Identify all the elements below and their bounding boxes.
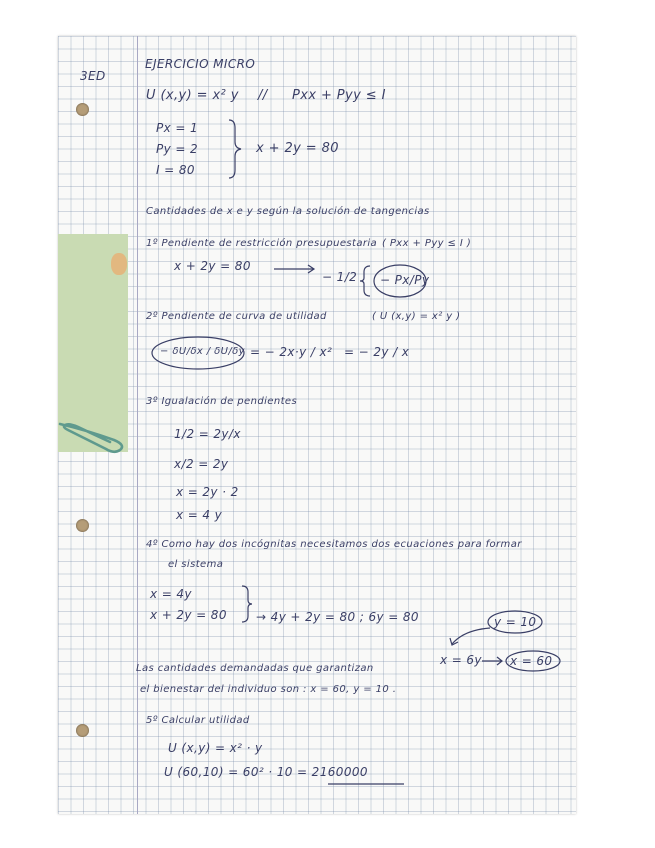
conclusion-line1: Las cantidades demandadas que garantizan: [136, 663, 374, 674]
step1-title: 1º Pendiente de restricción presupuestaria: [146, 238, 378, 249]
utility-equation: U (x,y) = x² y: [146, 88, 239, 103]
step2-title: 2º Pendiente de curva de utilidad: [146, 311, 327, 322]
conclusion-line2: el bienestar del individuo son : x = 60, y = 10 .: [140, 684, 397, 695]
step3-line4: x = 4 y: [176, 508, 223, 522]
intro-text: Cantidades de x e y según la solución de tangencias: [146, 206, 430, 217]
step3-line3: x = 2y · 2: [176, 485, 239, 499]
separator: //: [258, 88, 268, 103]
back-substitution-arrow: [444, 624, 494, 650]
step1-brace: [358, 264, 372, 298]
step3-line1: 1/2 = 2y/x: [174, 427, 241, 441]
step2-paren: ( U (x,y) = x² y ): [372, 311, 461, 322]
step3-title: 3º Igualación de pendientes: [146, 396, 298, 407]
step1-slope: − 1/2: [322, 270, 358, 284]
step2-eq1: = − 2x·y / x²: [250, 345, 333, 359]
paperclip-icon: [56, 416, 128, 454]
page-title: EJERCICIO MICRO: [145, 57, 256, 71]
punch-hole-middle: [76, 519, 89, 532]
constraint-equation: x + 2y = 80: [256, 141, 339, 156]
step5-line2: U (60,10) = 60² · 10 = 2160000: [164, 765, 368, 779]
x-result: x = 60: [510, 654, 553, 668]
step4-title-b: el sistema: [168, 559, 224, 570]
step5-title: 5º Calcular utilidad: [146, 715, 250, 726]
system-brace: [240, 584, 254, 624]
step2-eq2: = − 2y / x: [344, 345, 410, 359]
header-code: 3ED: [80, 69, 106, 83]
step4-title-a: 4º Como hay dos incógnitas necesitamos dos ecuaciones para formar: [146, 539, 522, 550]
step1-ratio: − Px/Py: [380, 273, 430, 287]
step2-mrs: − δU/δx / δU/δy: [160, 346, 245, 357]
x-substitution: x = 6y: [440, 653, 482, 667]
result-underline: [326, 781, 406, 787]
step1-arrow: [272, 263, 318, 275]
given-brace: [226, 118, 244, 180]
orange-stain: [111, 253, 127, 275]
step3-line2: x/2 = 2y: [174, 457, 229, 471]
y-result: y = 10: [494, 615, 537, 629]
system-eq2: x + 2y = 80: [150, 608, 227, 622]
x-arrow: [480, 655, 506, 667]
step1-paren: ( Pxx + Pyy ≤ I ): [382, 238, 472, 249]
system-solve: → 4y + 2y = 80 ; 6y = 80: [256, 610, 419, 624]
budget-equation: Pxx + Pyy ≤ I: [292, 88, 386, 103]
punch-hole-top: [76, 103, 89, 116]
margin-line: [137, 36, 138, 814]
given-i: I = 80: [156, 163, 195, 177]
system-eq1: x = 4y: [150, 587, 192, 601]
punch-hole-bottom: [76, 724, 89, 737]
given-px: Px = 1: [156, 121, 199, 135]
step5-line1: U (x,y) = x² · y: [168, 741, 263, 755]
step1-equation: x + 2y = 80: [174, 259, 251, 273]
given-py: Py = 2: [156, 142, 199, 156]
